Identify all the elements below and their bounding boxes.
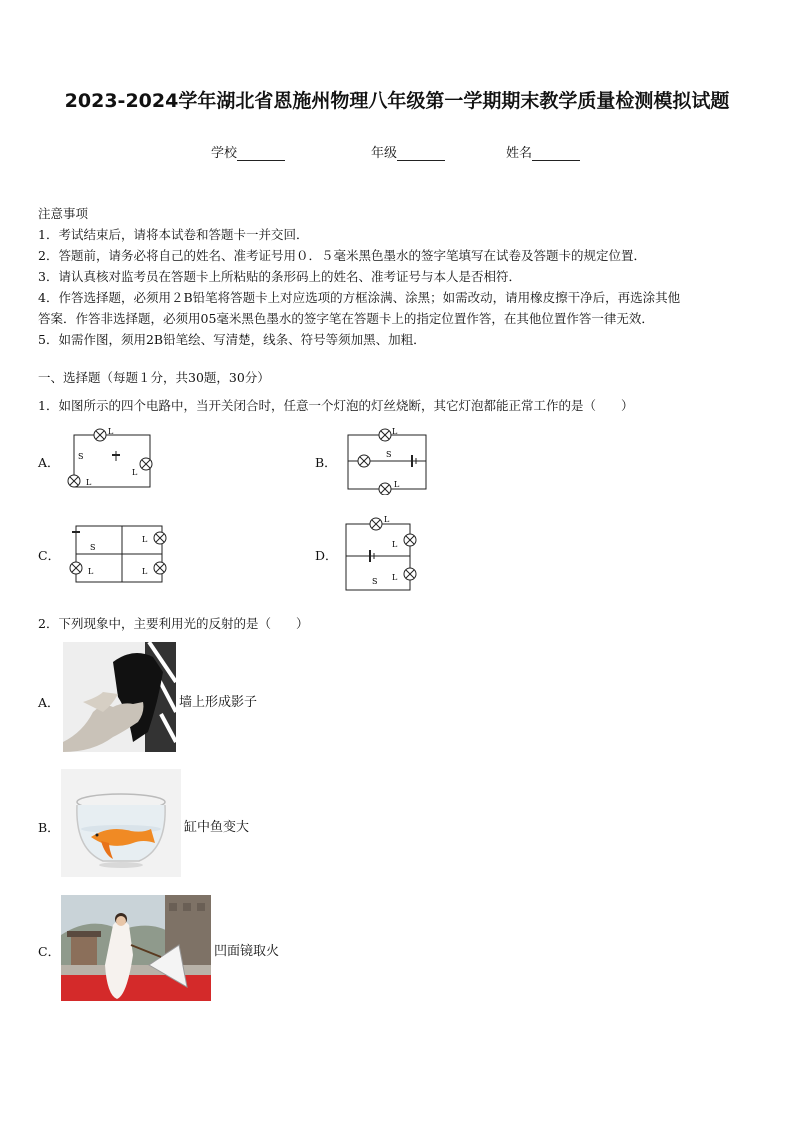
note-item: 5．如需作图，须用2B铅笔绘、写清楚，线条、符号等须加黑、加粗．: [38, 332, 426, 347]
circuit-diagram-d: [340, 512, 425, 597]
q1-option-a-label: A．: [38, 455, 60, 470]
q1-option-c-label: C．: [38, 548, 61, 563]
school-field: [211, 142, 285, 161]
lamp-label: L: [86, 478, 92, 487]
note-item: 答案．作答非选择题，必须用05毫米黑色墨水的签字笔在答题卡上的指定位置作答，在其他位置作答一律无效．: [38, 311, 654, 326]
grade-blank: [397, 146, 445, 161]
school-label: 学校: [211, 146, 238, 161]
q1-option-b-label: B．: [315, 455, 337, 470]
grade-label: 年级: [371, 146, 398, 161]
switch-label: S: [372, 577, 378, 586]
note-item: 4．作答选择题，必须用２B铅笔将答题卡上对应选项的方框涂满、涂黑；如需改动，请用橡皮擦干净后，再选涂其他: [38, 290, 681, 305]
section-heading: 一、选择题（每题１分，共30题，30分）: [38, 370, 270, 385]
name-blank: [532, 146, 580, 161]
page-title: 2023-2024学年湖北省恩施州物理八年级第一学期期末教学质量检测模拟试题: [64, 90, 730, 112]
note-item: 1．考试结束后，请将本试卷和答题卡一并交回．: [38, 227, 309, 242]
circuit-diagram-c: [62, 518, 172, 588]
lamp-label: L: [392, 540, 398, 549]
notes-heading: 注意事项: [38, 206, 89, 221]
q2-option-b-label: B．: [38, 820, 60, 835]
note-item: 3．请认真核对监考员在答题卡上所粘贴的条形码上的姓名、准考证号与本人是否相符．: [38, 269, 521, 284]
lamp-label: L: [384, 515, 390, 524]
switch-label: S: [78, 452, 84, 461]
lamp-label: L: [142, 567, 148, 576]
notes-block: [38, 203, 763, 350]
q2-option-c-label: C．: [38, 944, 61, 959]
lamp-label: L: [394, 480, 400, 489]
svg-text:L: [108, 427, 114, 436]
question-1-text: 1．如图所示的四个电路中，当开关闭合时，任意一个灯泡的灯丝烧断，其它灯泡都能正常工作的是（ ）: [38, 398, 634, 413]
switch-label: S: [386, 450, 392, 459]
q2-option-b-caption: 缸中鱼变大: [184, 820, 250, 835]
concave-mirror-photo-image: [61, 895, 211, 1001]
lamp-label: L: [88, 567, 94, 576]
q2-option-a-label: A．: [38, 695, 60, 710]
note-item: 2．答题前，请务必将自己的姓名、准考证号用０．５毫米黑色墨水的签字笔填写在试卷及答题卡的规定位置．: [38, 248, 646, 263]
lamp-label: L: [392, 427, 398, 436]
switch-label: S: [90, 543, 96, 552]
name-field: [506, 142, 580, 161]
lamp-label: L: [392, 573, 398, 582]
name-label: 姓名: [506, 146, 533, 161]
circuit-diagram-b: [340, 425, 435, 495]
school-blank: [237, 146, 285, 161]
lamp-label: L: [142, 535, 148, 544]
question-2-text: 2．下列现象中，主要利用光的反射的是（ ）: [38, 616, 309, 631]
grade-field: [371, 142, 445, 161]
lamp-label: L: [108, 427, 114, 436]
q2-option-a-caption: 墙上形成影子: [179, 695, 258, 710]
q1-option-d-label: D．: [315, 548, 338, 563]
lamp-label: L: [132, 468, 138, 477]
shadow-photo-image: [63, 642, 176, 752]
q2-option-c-caption: 凹面镜取火: [214, 944, 280, 959]
circuit-diagram-a: [62, 425, 162, 495]
fishbowl-photo-image: [61, 769, 181, 877]
